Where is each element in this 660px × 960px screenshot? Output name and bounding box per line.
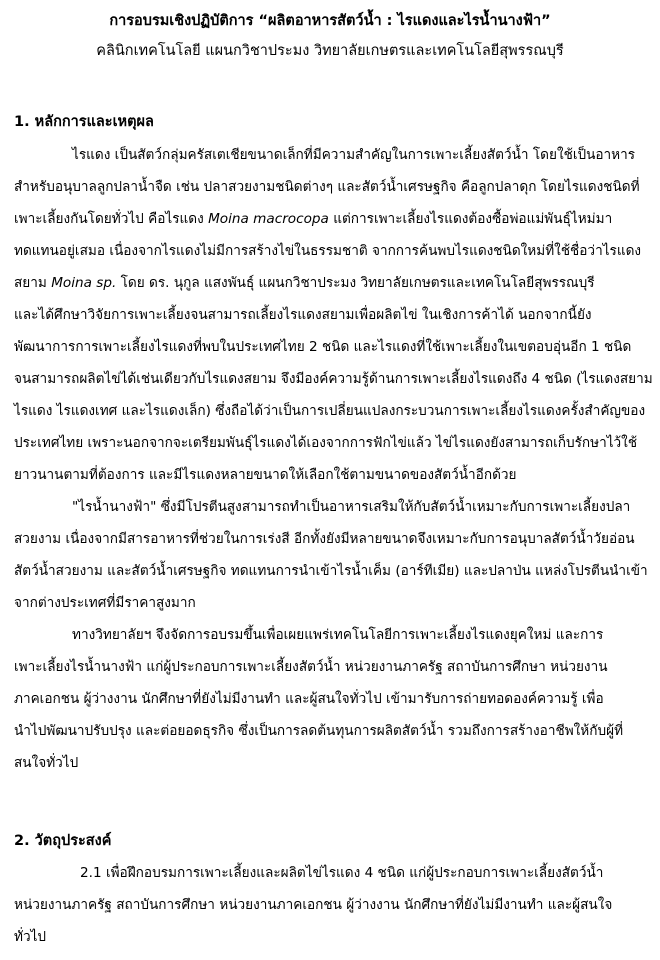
species-name: Moina macrocopa xyxy=(208,211,329,227)
paragraph-line: และได้ศึกษาวิจัยการเพาะเลี้ยงจนสามารถเลี้ยงไรแดงสยามเพื่อผลิตไข่ ในเชิงการค้าได้ นอกจากนี้ยัง xyxy=(14,307,592,323)
line-text: โดย ดร. นุกูล แสงพันธุ์ แผนกวิชาประมง วิทยาลัยเกษตรและเทคโนโลยีสุพรรณบุรี xyxy=(116,275,595,291)
line-text: สยาม xyxy=(14,275,52,291)
paragraph-line: เพาะเลี้ยงไรน้ำนางฟ้า แก่ผู้ประกอบการเพาะเลี้ยงสัตว์น้ำ หน่วยงานภาครัฐ สถาบันการศึกษา หน่วยงาน xyxy=(14,659,608,675)
document-title: การอบรมเชิงปฏิบัติการ “ผลิตอาหารสัตว์น้ำ : ไรแดงและไรน้ำนางฟ้า” xyxy=(109,13,551,29)
paragraph-line: พัฒนาการการเพาะเลี้ยงไรแดงที่พบในประเทศไทย 2 ชนิด และไรแดงที่ใช้เพาะเลี้ยงในเขตอบอุ่นอีก 1 ชนิด xyxy=(14,339,632,355)
section-1-heading: 1. หลักการและเหตุผล xyxy=(14,114,154,130)
paragraph-line: จากต่างประเทศที่มีราคาสูงมาก xyxy=(14,595,196,611)
paragraph-line: ประเทศไทย เพราะนอกจากจะเตรียมพันธุ์ไรแดงได้เองจากการฟักไข่แล้ว ไข่ไรแดงยังสามารถเก็บรักษาไว้ใช้ xyxy=(14,435,638,451)
paragraph-line: ไรแดง ไรแดงเทศ และไรแดงเล็ก) ซึ่งถือได้ว่าเป็นการเปลี่ยนแปลงกระบวนการเพาะเลี้ยงไรแดงครั้งสำคัญของ xyxy=(14,403,646,419)
section-2-heading: 2. วัตถุประสงค์ xyxy=(14,833,112,849)
paragraph-line: 2.1 เพื่อฝึกอบรมการเพาะเลี้ยงและผลิตไข่ไรแดง 4 ชนิด แก่ผู้ประกอบการเพาะเลี้ยงสัตว์น้ำ xyxy=(80,865,604,881)
document-subtitle: คลินิกเทคโนโลยี แผนกวิชาประมง วิทยาลัยเกษตรและเทคโนโลยีสุพรรณบุรี xyxy=(96,43,564,59)
paragraph-line: ยาวนานตามที่ต้องการ และมีไรแดงหลายขนาดให้เลือกใช้ตามขนาดของสัตว์น้ำอีกด้วย xyxy=(14,467,517,483)
paragraph-line: ทางวิทยาลัยฯ จึงจัดการอบรมขึ้นเพื่อเผยแพร่เทคโนโลยีการเพาะเลี้ยงไรแดงยุคใหม่ และการ xyxy=(72,627,604,643)
species-name: Moina sp. xyxy=(51,275,117,291)
line-text: แต่การเพาะเลี้ยงไรแดงต้องซื้อพ่อแม่พันธุ์ไหม่มา xyxy=(328,211,613,227)
paragraph-line xyxy=(14,272,595,294)
paragraph-line: ไรแดง เป็นสัตว์กลุ่มครัสเตเชียขนาดเล็กที่มีความสำคัญในการเพาะเลี้ยงสัตว์น้ำ โดยใช้เป็นอาหาร xyxy=(72,147,636,163)
paragraph-line: ภาคเอกชน ผู้ว่างงาน นักศึกษาที่ยังไม่มีงานทำ และผู้สนใจทั่วไป เข้ามารับการถ่ายทอดองค์ความรู้ เพื่อ xyxy=(14,691,604,707)
paragraph-line: สนใจทั่วไป xyxy=(14,755,79,771)
paragraph-line: หน่วยงานภาครัฐ สถาบันการศึกษา หน่วยงานภาคเอกชน ผู้ว่างงาน นักศึกษาที่ยังไม่มีงานทำ และผู้สนใจ xyxy=(14,897,613,913)
paragraph-line: ทั่วไป xyxy=(14,929,47,945)
paragraph-line: นำไปพัฒนาปรับปรุง และต่อยอดธุรกิจ ซึ่งเป็นการลดต้นทุนการผลิตสัตว์น้ำ รวมถึงการสร้างอาชีพให้กับผู้ที่ xyxy=(14,723,624,739)
paragraph-line: จนสามารถผลิตไข่ได้เช่นเดียวกับไรแดงสยาม จึงมีองค์ความรู้ด้านการเพาะเลี้ยงไรแดงถึง 4 ชนิด (ไรแดงสยาม xyxy=(14,371,653,387)
paragraph-line: ทดแทนอยู่เสมอ เนื่องจากไรแดงไม่มีการสร้างไข่ในธรรมชาติ จากการค้นพบไรแดงชนิดใหม่ที่ใช้ชื่อว่าไรแดง xyxy=(14,243,642,259)
paragraph-line: สำหรับอนุบาลลูกปลาน้ำจืด เช่น ปลาสวยงามชนิดต่างๆ และสัตว์น้ำเศรษฐกิจ คือลูกปลาดุก โดยไรแดงชนิดที่ xyxy=(14,179,640,195)
paragraph-line: สัตว์น้ำสวยงาม และสัตว์น้ำเศรษฐกิจ ทดแทนการนำเข้าไรน้ำเค็ม (อาร์ทีเมีย) และปลาป่น แหล่งโปรตีนนำเข้า xyxy=(14,563,648,579)
paragraph-line: สวยงาม เนื่องจากมีสารอาหารที่ช่วยในการเร่งสี อีกทั้งยังมีหลายขนาดจึงเหมาะกับการอนุบาลสัตว์น้ำวัยอ่อน xyxy=(14,531,635,547)
paragraph-line: "ไรน้ำนางฟ้า" ซึ่งมีโปรตีนสูงสามารถทำเป็นอาหารเสริมให้กับสัตว์น้ำเหมาะกับการเพาะเลี้ยงปลา xyxy=(72,499,631,515)
paragraph-line xyxy=(14,208,612,230)
line-text: เพาะเลี้ยงกันโดยทั่วไป คือไรแดง xyxy=(14,211,209,227)
